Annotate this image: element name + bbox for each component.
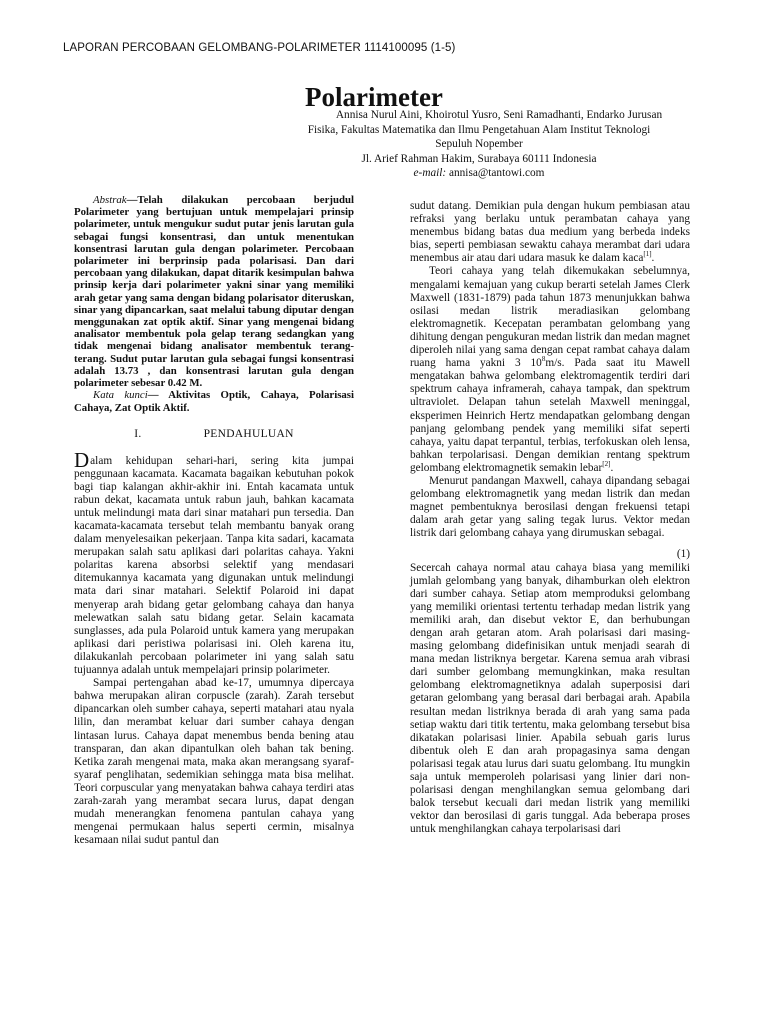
section-heading-introduction [74, 428, 354, 441]
section-number: I. [134, 428, 142, 441]
right-paragraph-2-text-b: m/s. Pada saat itu Mawell mengatakan bahwa gelombang elektromagentik terdiri dari spektrum cahaya inframerah, cahaya tampak, dan spektrum ultraviolet. Delapan tahun setelah Maxwell meninggal, eksperimen Heinrich Hertz mendapatkan gelombang dengan panjang gelombang pendek yang memiliki sifat seperti cahaya, yaitu dapat terpantul, terbias, terfokuskan oleh lensa, bahkan terpolarisasi. Dengan demikian rentang spektrum gelombang elektromagnetik semakin lebar [410, 357, 690, 474]
author-address: Jl. Arief Rahman Hakim, Surabaya 60111 Indonesia [361, 152, 597, 165]
intro-paragraph-2: Sampai pertengahan abad ke-17, umumnya dipercaya bahwa merupakan aliran corpuscle (zarah). Zarah tersebut dipancarkan oleh sumber cahaya, seperti matahari atau nyala lilin, dan merambat keluar dari sumber cahaya dengan lintasan lurus. Cahaya dapat menembus benda bening atau transparan, dan akan dipantulkan oleh bahan tak bening. Ketika zarah mengenai mata, maka akan merangsang syaraf-syaraf penglihatan, sedemikian sehingga mata bisa melihat. Teori corpuscular yang menyatakan bahwa cahaya terdiri atas zarah-zarah yang merambat secara lurus, dapat dengan mudah menerangkan fenomena pantulan cahaya yang mengenai permukaan halus seperti cermin, misalnya kesamaan nilai sudut pantul dan [74, 677, 354, 847]
citation-1: [1] [643, 250, 652, 259]
right-column [410, 200, 690, 837]
paper-title: Polarimeter [305, 82, 443, 112]
email-label: e-mail: [413, 167, 447, 179]
keywords-label: Kata kunci [93, 389, 148, 402]
author-line-2: Fisika, Fakultas Matematika dan Ilmu Pengetahuan Alam Institut Teknologi [307, 123, 651, 136]
period: . [610, 461, 614, 474]
drop-cap: D [74, 447, 90, 472]
period: . [651, 252, 655, 265]
running-header: LAPORAN PERCOBAAN GELOMBANG-POLARIMETER 1114100095 (1-5) [63, 42, 456, 54]
left-column [74, 194, 354, 847]
keywords [74, 389, 354, 414]
email-address: annisa@tantowi.com [449, 167, 545, 179]
right-paragraph-4: Secercah cahaya normal atau cahaya biasa yang memiliki jumlah gelombang yang banyak, dihamburkan oleh elektron dari sumber cahaya. Setiap atom memproduksi gelombang yang memiliki orientasi tertentu terhadap medan listrik yang memiliki arah, dan disebut vektor E, dan berhubungan dengan arah getaran atom. Arah polarisasi dari masing-masing gelombang didefinisikan untuk menjadi searah di mana medan listriknya bergetar. Karena semua arah vibrasi dari sumber gelombang memungkinkan, maka resultan gelombang elektromagnetiknya adalah superposisi dari getaran gelombang yang berasal dari berbagai arah. Apabila resultan medan listriknya berada di arah yang sama pada setiap waktu dari titik tertentu, maka gelombang tersebut bisa dikatakan polarisasi linier. Apabila sebuah garis lurus dibentuk oleh E dan arah propagasinya sama dengan polarisasi tegak atau lurus dari suatu gelombang. Itu mungkin saja untuk memperoleh polarisasi yang linier dari non-polarisasi dengan menghilangkan semua gelombang dari balok tersebut kecuali dari medan listrik yang memiliki vektor dan berosilasi di garis tunggal. Ada beberapa proses untuk menghilangkan cahaya terpolarisasi dari [410, 561, 690, 836]
right-paragraph-2-text-a: Teori cahaya yang telah dikemukakan sebelumnya, mengalami kemajuan yang cukup berarti setelah James Clerk Maxwell (1831-1879) pada tahun 1873 menunjukkan bahwa osilasi medan listrik meradiasikan gelombang elektromagnetik. Kecepatan perambatan gelombang yang dihitung dengan pengukuran medan listrik dan medan magnet diperoleh nilai yang sama dengan cepat rambat cahaya dalam ruang hama yakni 3 10 [410, 265, 690, 370]
abstract [74, 194, 354, 389]
author-block [250, 108, 708, 181]
author-line-1: Annisa Nurul Aini, Khoirotul Yusro, Seni Ramadhanti, Endarko Jurusan [335, 109, 663, 121]
section-title: PENDAHULUAN [203, 428, 294, 441]
equation-number: (1) [676, 548, 690, 561]
right-paragraph-1-text: sudut datang. Demikian pula dengan hukum pembiasan atau refraksi yang berlaku untuk perambatan cahaya yang menembus bidang batas dua medium yang berbeda indeks bias, seperti pembiasan sewaktu cahaya merambat dari udara menembus air atau dari udara masuk ke dalam kaca [410, 200, 690, 265]
keywords-text: — Aktivitas Optik, Cahaya, Polarisasi Cahaya, Zat Optik Aktif. [74, 389, 354, 414]
right-paragraph-3: Menurut pandangan Maxwell, cahaya dipandang sebagai gelombang elektromagnetik yang medan listrik dan medan magnet pembentuknya berosilasi dengan frekuensi tetapi dalam arah getar yang saling tegak lurus. Vektor medan listrik dari gelombang cahaya yang dirumuskan sebagai. [410, 474, 690, 540]
author-line-3: Sepuluh Nopember [435, 138, 523, 150]
intro-paragraph-1-text: alam kehidupan sehari-hari, sering kita jumpai penggunaan kacamata. Kacamata bagaikan kebutuhan pokok bagi tiap kalangan akhir-akhir ini. Entah kacamata untuk rabun dekat, kacamata untuk rabun jauh, bahkan kacamata untuk melindungi mata dari sinar matahari pun tersedia. Dan kacamata-kacamata tersebut telah membantu banyak orang dalam menyelesaikan pekerjaan. Tanpa kita sadari, kacamata merupakan salah satu aplikasi dari polaritas cahaya. Yakni polaritas karena absorbsi selektif yang mendasari ditemukannya kacamata yang digunakan untuk melindungi mata dari sinar matahari. Selektif Polaroid ini dapat menyerap arah bidang getar gelombang cahaya dan hanya melewatkan salah satu bidang getar. Selain kacamata sunglasses, ada pula Polaroid untuk kamera yang merupakan aplikasi dari peristiwa polarisasi ini. Oleh karena itu, dilakukanlah percobaan polarimeter ini yang salah satu tujuannya adalah untuk mempelajari prinsip polarimeter. [74, 454, 354, 677]
citation-2: [2] [602, 460, 611, 469]
author-email-line [250, 166, 708, 181]
intro-paragraph-1 [74, 447, 354, 678]
abstract-text: —Telah dilakukan percobaan berjudul Polarimeter yang bertujuan untuk mempelajari prinsip polarimeter, untuk mengukur sudut putar jenis larutan gula sebagai fungsi konsentrasi, dan untuk menentukan konsentrasi larutan gula dengan polarimeter. Percobaan polarimeter ini berprinsip pada polarisasi. Dan dari percobaan yang dilakukan, dapat ditarik kesimpulan bahwa prinsip kerja dari polarimeter yakni sinar yang memiliki arah getar yang sama dengan bidang polarisator diteruskan, sinar yang dipancarkan, saat melalui tabung diputar dengan menggunakan zat optik aktif. Sinar yang mengenai bidang analisator membentuk pola gelap terang sedangkan yang tidak mengenai bidang analisator membentuk terang-terang. Sudut putar larutan gula sebagai fungsi konsentrasi adalah 13.73 , dan konsentrasi larutan gula dengan polarimeter sebesar 0.42 M. [74, 194, 354, 390]
abstract-label: Abstrak [93, 194, 127, 206]
right-paragraph-2 [410, 265, 690, 475]
exponent: 8 [541, 355, 546, 364]
right-paragraph-1 [410, 200, 690, 265]
